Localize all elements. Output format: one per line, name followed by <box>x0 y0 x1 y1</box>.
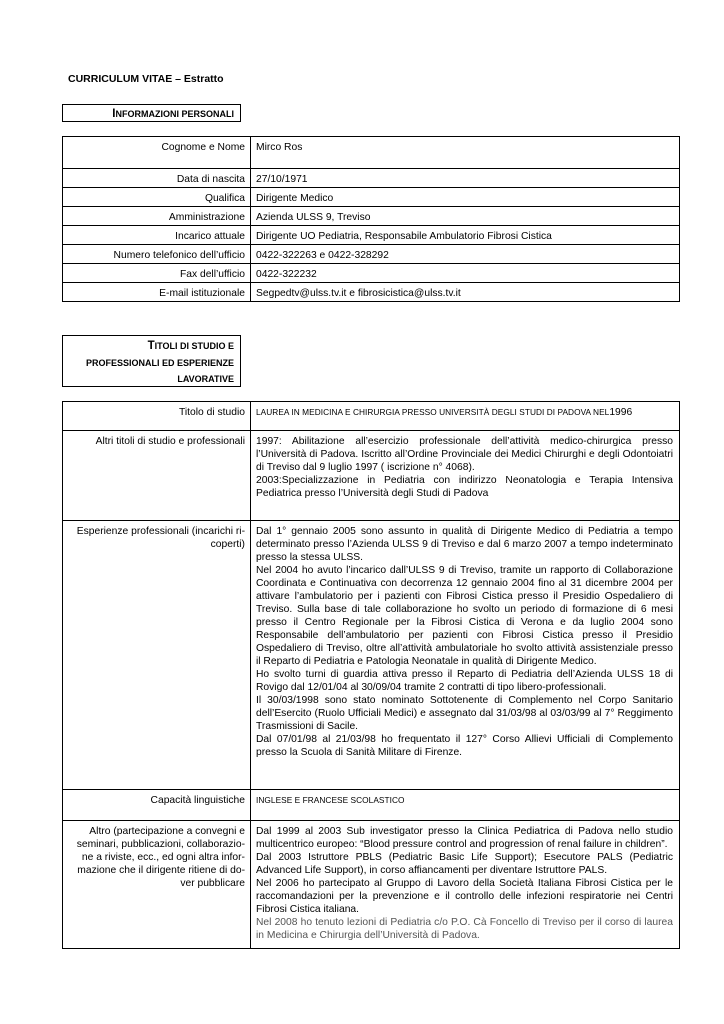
role-label: Qualifica <box>63 188 251 207</box>
degree-cell <box>251 402 680 431</box>
table-row <box>63 245 680 264</box>
other-info-cell <box>251 821 680 949</box>
other-info-p4: Nel 2008 ho tenuto lezioni di Pediatria c/o P.O. Cà Foncello di Treviso per il corso di laurea in Medicina e Chirurgia dell’Università di Padova. <box>256 917 673 941</box>
section-personal-rest: NFORMAZIONI PERSONALI <box>115 109 234 119</box>
admin-label: Amministrazione <box>63 207 251 226</box>
other-titles-cell <box>251 431 680 521</box>
experience-p3: Ho svolto turni di guardia attiva presso il Reparto di Pediatria dell’Azienda ULSS 18 di Rovigo dal 12/01/04 al 30/09/04 tramite 2 contratti di tipo libero-professionali. <box>256 669 673 693</box>
other-info-label: Altro (partecipazione a convegni e seminari, pubblicazioni, collaborazio-ne a riviste, ecc., ed ogni altra infor-mazione che il dirigente ritiene di do-ver pubblicare <box>63 821 251 949</box>
post-value: Dirigente UO Pediatria, Responsabile Ambulatorio Fibrosi Cistica <box>251 226 680 245</box>
name-value: Mirco Ros <box>251 137 680 169</box>
experience-p1: Dal 1° gennaio 2005 sono assunto in qualità di Dirigente Medico di Pediatria a tempo determinato presso l’Azienda ULSS 9 di Treviso e dal 6 marzo 2007 a tempo indeterminato presso la stessa ULSS. <box>256 526 673 563</box>
table-row <box>63 402 680 431</box>
fax-label: Fax dell’ufficio <box>63 264 251 283</box>
table-row <box>63 431 680 521</box>
experience-p2: Nel 2004 ho avuto l’incarico dall’ULSS 9 di Treviso, tramite un rapporto di Collaborazione Coordinata e Continuativa con decorrenza 12 gennaio 2004 fino al 31 dicembre 2004 per attivare l’ambulatorio per i pazienti con Fibrosi Cistica presso il Presidio Ospedaliero di Treviso. Sulla base di tale collaborazione ho svolto un periodo di formazione di 6 mesi presso il Centro Regionale per la Fibrosi Cistica di Verona e da luglio 2004 sono Responsabile dell’ambulatorio per pazienti con Fibrosi Cistica presso il Presidio Ospedaliero di Treviso, oltre all’attività ambulatoriale ho svolto attività assistenziale presso il Reparto di Pediatria e Patologia Neonatale in qualità di Dirigente Medico. <box>256 565 673 667</box>
table-row <box>63 226 680 245</box>
other-titles-p2: 2003:Specializzazione in Pediatria con indirizzo Neonatologia e Terapia Intensiva Pediatrica presso l’Università degli Studi di Padova <box>256 475 673 499</box>
section-studies-rest: ITOLI DI STUDIO E <box>154 341 234 351</box>
degree-label: Titolo di studio <box>63 402 251 431</box>
languages-cell <box>251 790 680 821</box>
studies-table <box>62 401 680 949</box>
table-row <box>63 169 680 188</box>
experience-p5: Dal 07/01/98 al 21/03/98 ho frequentato il 127° Corso Allievi Ufficiali di Complemento presso la Scuola di Sanità Militare di Firenze. <box>256 734 673 758</box>
phone-value: 0422-322263 e 0422-328292 <box>251 245 680 264</box>
role-value: Dirigente Medico <box>251 188 680 207</box>
table-row <box>63 821 680 949</box>
other-info-p1: Dal 1999 al 2003 Sub investigator presso la Clinica Pediatrica di Padova nello studio multicentrico europeo: “Blood pressure control and progression of renal failure in children”. <box>256 826 673 850</box>
section-personal-info <box>62 104 241 122</box>
section-studies-line2: PROFESSIONALI ED ESPERIENZE <box>85 358 234 368</box>
other-info-p2: Dal 2003 Istruttore PBLS (Pediatric Basic Life Support); Esecutore PALS (Pediatric Advanced Life Support), in corso affiancamenti per diventare Istruttore PALS. <box>256 852 673 876</box>
table-row <box>63 137 680 169</box>
degree-year: 1996 <box>609 407 633 418</box>
email-label: E-mail istituzionale <box>63 283 251 302</box>
phone-label: Numero telefonico dell’ufficio <box>63 245 251 264</box>
post-label: Incarico attuale <box>63 226 251 245</box>
section-personal-first: I <box>112 108 116 120</box>
section-studies-first: T <box>147 340 155 352</box>
experience-cell <box>251 521 680 790</box>
section-studies <box>62 335 241 387</box>
table-row <box>63 790 680 821</box>
birth-label: Data di nascita <box>63 169 251 188</box>
experience-label: Esperienze professionali (incarichi ri-coperti) <box>63 521 251 790</box>
name-label: Cognome e Nome <box>63 137 251 169</box>
table-row <box>63 207 680 226</box>
section-studies-line3: LAVORATIVE <box>177 374 234 384</box>
table-row <box>63 283 680 302</box>
degree-value: LAUREA IN MEDICINA E CHIRURGIA PRESSO UNIVERSITÀ DEGLI STUDI DI PADOVA NEL <box>256 407 610 417</box>
fax-value: 0422-322232 <box>251 264 680 283</box>
section-studies-line1 <box>67 338 234 355</box>
table-row <box>63 521 680 790</box>
personal-info-table <box>62 136 680 302</box>
languages-value: INGLESE E FRANCESE SCOLASTICO <box>256 795 405 805</box>
table-row <box>63 188 680 207</box>
table-row <box>63 264 680 283</box>
email-value[interactable]: Segpedtv@ulss.tv.it e fibrosicistica@ulss.tv.it <box>251 283 680 302</box>
admin-value: Azienda ULSS 9, Treviso <box>251 207 680 226</box>
other-titles-p1: 1997: Abilitazione all’esercizio professionale dell’attività medico-chirurgica presso l’Università di Padova. Iscritto all’Ordine Provinciale dei Medici Chirurghi e degli Odontoiatri di Treviso dal 9 luglio 1997 ( iscrizione n° 4068). <box>256 436 673 473</box>
other-titles-label: Altri titoli di studio e professionali <box>63 431 251 521</box>
birth-value: 27/10/1971 <box>251 169 680 188</box>
other-info-p3: Nel 2006 ho partecipato al Gruppo di Lavoro della Società Italiana Fibrosi Cistica per le raccomandazioni per la prevenzione e il controllo delle infezioni respiratorie nei Centri Fibrosi Cistica italiana. <box>256 878 673 915</box>
document-title: CURRICULUM VITAE – Estratto <box>68 73 224 85</box>
experience-p4: Il 30/03/1998 sono stato nominato Sottotenente di Complemento nel Corpo Sanitario dell’Esercito (Ruolo Ufficiali Medici) e assegnato dal 31/03/98 al 03/03/99 al 7° Reggimento Trasmissioni di Sacile. <box>256 695 673 732</box>
languages-label: Capacità linguistiche <box>63 790 251 821</box>
